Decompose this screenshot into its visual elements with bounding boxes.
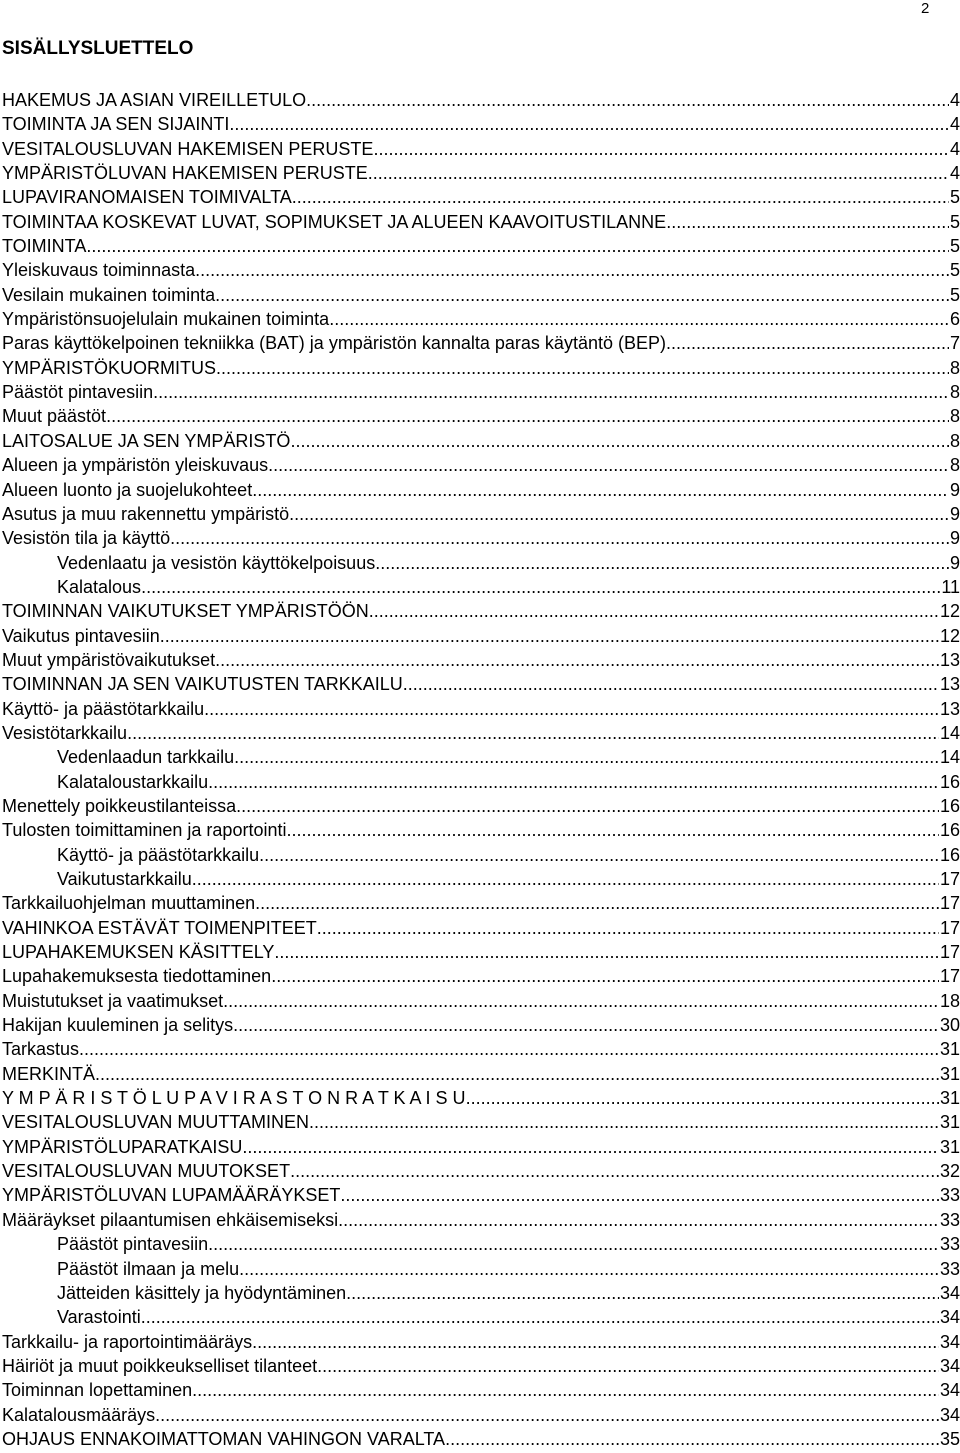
- toc-dot-leader: [252, 1330, 939, 1354]
- toc-entry[interactable]: [2, 575, 960, 599]
- toc-entry[interactable]: [2, 1403, 960, 1427]
- toc-dot-leader: [208, 1232, 939, 1256]
- toc-dot-leader: [234, 745, 939, 769]
- toc-dot-leader: [340, 1183, 939, 1207]
- toc-entry[interactable]: [2, 429, 960, 453]
- toc-entry-label: Vedenlaatu ja vesistön käyttökelpoisuus: [57, 552, 376, 573]
- toc-entry-page: 13: [939, 698, 960, 719]
- toc-dot-leader: [236, 794, 939, 818]
- toc-entry-page: 31: [939, 1136, 960, 1157]
- toc-dot-leader: [141, 1305, 939, 1329]
- toc-entry[interactable]: [2, 721, 960, 745]
- toc-entry[interactable]: [2, 551, 960, 575]
- toc-entry-label: Vesistön tila ja käyttö: [2, 528, 171, 549]
- toc-title: SISÄLLYSLUETTELO: [2, 38, 194, 59]
- toc-dot-leader: [242, 1135, 939, 1159]
- toc-dot-leader: [292, 185, 949, 209]
- toc-entry[interactable]: [2, 258, 960, 282]
- toc-entry[interactable]: [2, 745, 960, 769]
- toc-entry[interactable]: [2, 1354, 960, 1378]
- toc-dot-leader: [153, 380, 949, 404]
- toc-entry-label: VESITALOUSLUVAN MUUTOKSET: [2, 1161, 291, 1182]
- toc-entry-label: Vedenlaadun tarkkailu: [57, 747, 235, 768]
- toc-entry[interactable]: [2, 356, 960, 380]
- toc-entry[interactable]: [2, 599, 960, 623]
- toc-dot-leader: [445, 1427, 939, 1451]
- toc-dot-leader: [309, 1110, 939, 1134]
- toc-entry[interactable]: [2, 380, 960, 404]
- toc-entry-label: Käyttö- ja päästötarkkailu: [57, 844, 260, 865]
- toc-dot-leader: [229, 112, 949, 136]
- toc-entry-label: Tarkkailuohjelman muuttaminen: [2, 893, 256, 914]
- toc-entry-page: 9: [949, 479, 960, 500]
- toc-dot-leader: [127, 721, 939, 745]
- toc-entry-label: LUPAVIRANOMAISEN TOIMIVALTA: [2, 187, 292, 208]
- toc-entry[interactable]: [2, 88, 960, 112]
- toc-entry-label: Alueen luonto ja suojelukohteet: [2, 479, 253, 500]
- toc-dot-leader: [466, 1086, 939, 1110]
- toc-entry-page: 6: [949, 309, 960, 330]
- toc-dot-leader: [317, 916, 939, 940]
- toc-dot-leader: [155, 1403, 939, 1427]
- toc-dot-leader: [106, 404, 949, 428]
- toc-entry-label: VESITALOUSLUVAN HAKEMISEN PERUSTE: [2, 138, 374, 159]
- toc-entry-page: 17: [939, 942, 960, 963]
- toc-entry[interactable]: [2, 867, 960, 891]
- toc-entry-label: Menettely poikkeustilanteissa: [2, 795, 237, 816]
- toc-entry-label: Varastointi: [57, 1307, 141, 1328]
- toc-dot-leader: [289, 502, 949, 526]
- toc-entry-page: 9: [949, 503, 960, 524]
- toc-entry-page: 34: [939, 1404, 960, 1425]
- toc-entry-label: Toiminnan lopettaminen: [2, 1380, 193, 1401]
- toc-dot-leader: [170, 526, 949, 550]
- toc-dot-leader: [204, 697, 939, 721]
- toc-entry-label: Yleiskuvaus toiminnasta: [2, 260, 196, 281]
- toc-entry[interactable]: [2, 1305, 960, 1329]
- toc-entry-page: 32: [939, 1161, 960, 1182]
- toc-entry-page: 5: [949, 284, 960, 305]
- toc-dot-leader: [192, 1378, 939, 1402]
- toc-entry-page: 8: [949, 430, 960, 451]
- toc-dot-leader: [268, 453, 949, 477]
- toc-dot-leader: [373, 137, 949, 161]
- toc-entry-page: 5: [949, 260, 960, 281]
- toc-entry[interactable]: [2, 1232, 960, 1256]
- toc-entry-label: Vesistötarkkailu: [2, 722, 128, 743]
- toc-entry[interactable]: [2, 404, 960, 428]
- toc-entry-label: Lupahakemuksesta tiedottaminen: [2, 966, 272, 987]
- toc-dot-leader: [233, 1013, 939, 1037]
- toc-entry[interactable]: [2, 770, 960, 794]
- toc-entry[interactable]: [2, 843, 960, 867]
- toc-entry-page: 33: [939, 1234, 960, 1255]
- toc-entry[interactable]: [2, 916, 960, 940]
- toc-entry-page: 4: [949, 138, 960, 159]
- toc-entry-page: 7: [949, 333, 960, 354]
- toc-entry-label: YMPÄRISTÖKUORMITUS: [2, 357, 217, 378]
- toc-entry-page: 5: [949, 187, 960, 208]
- toc-entry[interactable]: [2, 1427, 960, 1451]
- toc-dot-leader: [317, 1354, 939, 1378]
- toc-entry-page: 16: [939, 820, 960, 841]
- toc-dot-leader: [259, 843, 939, 867]
- toc-dot-leader: [290, 429, 949, 453]
- toc-dot-leader: [338, 1208, 939, 1232]
- toc-entry[interactable]: [2, 1013, 960, 1037]
- toc-entry-label: OHJAUS ENNAKOIMATTOMAN VAHINGON VARALTA: [2, 1428, 446, 1449]
- toc-entry[interactable]: [2, 331, 960, 355]
- toc-entry-page: 33: [939, 1209, 960, 1230]
- toc-dot-leader: [403, 672, 939, 696]
- toc-entry-page: 17: [939, 869, 960, 889]
- toc-entry[interactable]: [2, 478, 960, 502]
- toc-entry-page: 4: [949, 114, 960, 135]
- toc-entry[interactable]: [2, 648, 960, 672]
- toc-entry-page: 31: [939, 1063, 960, 1084]
- toc-dot-leader: [666, 210, 949, 234]
- toc-entry-page: 33: [939, 1258, 960, 1279]
- toc-entry-label: Muut ympäristövaikutukset: [2, 649, 216, 670]
- toc-dot-leader: [306, 88, 949, 112]
- toc-entry-page: 9: [949, 528, 960, 549]
- toc-entry-label: Vaikutus pintavesiin: [2, 625, 160, 646]
- toc-entry-page: 17: [939, 893, 960, 914]
- toc-list: [2, 88, 960, 1451]
- toc-dot-leader: [141, 575, 940, 599]
- toc-entry-page: 34: [939, 1307, 960, 1328]
- toc-entry-page: 8: [949, 357, 960, 378]
- toc-entry-label: Vesilain mukainen toiminta: [2, 284, 216, 305]
- toc-entry-page: 16: [939, 844, 960, 865]
- toc-entry-page: 11: [941, 576, 960, 597]
- toc-entry-page: 4: [949, 163, 960, 184]
- toc-entry-label: Häiriöt ja muut poikkeukselliset tilanteet: [2, 1355, 318, 1376]
- toc-entry[interactable]: [2, 210, 960, 234]
- toc-dot-leader: [223, 989, 939, 1013]
- toc-entry[interactable]: [2, 1159, 960, 1183]
- toc-entry-page: 5: [949, 236, 960, 257]
- toc-entry-label: Asutus ja muu rakennettu ympäristö: [2, 503, 290, 524]
- toc-entry-page: 14: [939, 747, 960, 768]
- toc-entry-page: 5: [949, 211, 960, 232]
- toc-dot-leader: [239, 1257, 939, 1281]
- toc-entry-page: 17: [939, 966, 960, 987]
- toc-entry-label: TOIMINTA: [2, 236, 87, 257]
- toc-entry-label: Kalataloustarkkailu: [57, 771, 209, 792]
- toc-entry[interactable]: [2, 1110, 960, 1134]
- toc-entry[interactable]: [2, 624, 960, 648]
- toc-entry-label: Tulosten toimittaminen ja raportointi: [2, 820, 287, 841]
- toc-entry-label: Päästöt ilmaan ja melu: [57, 1258, 240, 1279]
- toc-entry-label: Kalatalous: [57, 576, 142, 597]
- toc-entry-label: Paras käyttökelpoinen tekniikka (BAT) ja ympäristön kannalta paras käytäntö (BEP): [2, 333, 666, 354]
- toc-dot-leader: [375, 551, 949, 575]
- toc-entry-page: 13: [939, 649, 960, 670]
- toc-entry[interactable]: [2, 1257, 960, 1281]
- toc-entry-label: Käyttö- ja päästötarkkailu: [2, 698, 205, 719]
- toc-entry[interactable]: [2, 161, 960, 185]
- toc-dot-leader: [666, 331, 949, 355]
- toc-entry[interactable]: [2, 1086, 960, 1110]
- toc-entry-label: VAHINKOA ESTÄVÄT TOIMENPITEET: [2, 917, 317, 938]
- toc-entry-page: 13: [939, 674, 960, 695]
- toc-entry-label: Tarkastus: [2, 1039, 80, 1060]
- toc-entry-label: Y M P Ä R I S T Ö L U P A V I R A S T O N R A T K A I S U: [2, 1088, 466, 1109]
- toc-entry-page: 34: [939, 1380, 960, 1401]
- toc-dot-leader: [95, 1062, 939, 1086]
- toc-entry[interactable]: [2, 1208, 960, 1232]
- toc-entry-page: 34: [939, 1282, 960, 1303]
- toc-dot-leader: [255, 891, 939, 915]
- toc-entry-label: HAKEMUS JA ASIAN VIREILLETULO: [2, 90, 307, 110]
- toc-entry[interactable]: [2, 453, 960, 477]
- toc-entry-label: TOIMINTAA KOSKEVAT LUVAT, SOPIMUKSET JA ALUEEN KAAVOITUSTILANNE: [2, 211, 667, 232]
- toc-entry[interactable]: [2, 964, 960, 988]
- toc-entry[interactable]: [2, 1330, 960, 1354]
- toc-entry-page: 31: [939, 1039, 960, 1060]
- toc-entry[interactable]: [2, 794, 960, 818]
- toc-entry[interactable]: [2, 891, 960, 915]
- toc-entry-label: Ympäristönsuojelulain mukainen toiminta: [2, 309, 330, 330]
- toc-entry[interactable]: [2, 502, 960, 526]
- toc-dot-leader: [274, 940, 939, 964]
- toc-entry-page: 30: [939, 1015, 960, 1036]
- toc-entry[interactable]: [2, 1037, 960, 1061]
- toc-dot-leader: [369, 599, 939, 623]
- toc-entry-page: 8: [949, 455, 960, 476]
- toc-dot-leader: [160, 624, 939, 648]
- toc-entry-label: VESITALOUSLUVAN MUUTTAMINEN: [2, 1112, 310, 1133]
- toc-entry-label: Päästöt pintavesiin: [2, 382, 154, 403]
- toc-entry-label: Jätteiden käsittely ja hyödyntäminen: [57, 1282, 347, 1303]
- toc-entry[interactable]: [2, 234, 960, 258]
- toc-dot-leader: [79, 1037, 939, 1061]
- toc-entry[interactable]: [2, 1062, 960, 1086]
- toc-entry-page: 31: [939, 1088, 960, 1109]
- toc-entry[interactable]: [2, 672, 960, 696]
- toc-entry[interactable]: [2, 185, 960, 209]
- toc-entry-page: 16: [939, 771, 960, 792]
- toc-dot-leader: [195, 258, 949, 282]
- page-number: 2: [921, 0, 930, 17]
- toc-entry[interactable]: [2, 307, 960, 331]
- toc-entry-page: 35: [939, 1428, 960, 1449]
- toc-entry-page: 12: [939, 601, 960, 622]
- toc-dot-leader: [215, 648, 939, 672]
- toc-entry-label: Päästöt pintavesiin: [57, 1234, 209, 1255]
- toc-entry-page: 8: [949, 406, 960, 427]
- toc-entry-label: Muistutukset ja vaatimukset: [2, 990, 224, 1011]
- toc-entry-label: TOIMINNAN JA SEN VAIKUTUSTEN TARKKAILU: [2, 674, 403, 695]
- toc-dot-leader: [368, 161, 949, 185]
- toc-dot-leader: [329, 307, 949, 331]
- toc-entry[interactable]: [2, 1378, 960, 1402]
- toc-entry-label: LAITOSALUE JA SEN YMPÄRISTÖ: [2, 430, 291, 451]
- toc-entry-label: Tarkkailu- ja raportointimääräys: [2, 1331, 253, 1352]
- toc-entry[interactable]: [2, 989, 960, 1013]
- toc-dot-leader: [271, 964, 939, 988]
- toc-dot-leader: [215, 283, 949, 307]
- toc-entry-label: Määräykset pilaantumisen ehkäisemiseksi: [2, 1209, 339, 1230]
- toc-entry[interactable]: [2, 283, 960, 307]
- toc-entry[interactable]: [2, 1281, 960, 1305]
- toc-entry-page: 14: [939, 722, 960, 743]
- toc-entry-label: Kalatalousmääräys: [2, 1404, 156, 1425]
- toc-dot-leader: [252, 478, 949, 502]
- toc-entry-page: 34: [939, 1331, 960, 1352]
- toc-dot-leader: [208, 770, 939, 794]
- toc-entry-page: 18: [939, 990, 960, 1011]
- toc-entry-page: 16: [939, 795, 960, 816]
- toc-entry-label: Muut päästöt: [2, 406, 107, 427]
- toc-entry-page: 9: [949, 552, 960, 573]
- toc-entry-page: 34: [939, 1355, 960, 1376]
- toc-entry-label: Hakijan kuuleminen ja selitys: [2, 1015, 234, 1036]
- toc-entry[interactable]: [2, 112, 960, 136]
- toc-entry[interactable]: [2, 818, 960, 842]
- toc-entry-page: 31: [939, 1112, 960, 1133]
- toc-entry-page: 33: [939, 1185, 960, 1206]
- toc-entry-label: Alueen ja ympäristön yleiskuvaus: [2, 455, 269, 476]
- toc-entry-label: TOIMINTA JA SEN SIJAINTI: [2, 114, 230, 135]
- toc-entry[interactable]: [2, 1183, 960, 1207]
- toc-entry[interactable]: [2, 137, 960, 161]
- toc-entry-label: YMPÄRISTÖLUPARATKAISU: [2, 1136, 243, 1157]
- toc-dot-leader: [290, 1159, 939, 1183]
- toc-dot-leader: [86, 234, 949, 258]
- toc-entry-label: TOIMINNAN VAIKUTUKSET YMPÄRISTÖÖN: [2, 601, 369, 622]
- toc-dot-leader: [216, 356, 949, 380]
- toc-entry-label: MERKINTÄ: [2, 1063, 96, 1084]
- toc-dot-leader: [346, 1281, 939, 1305]
- toc-dot-leader: [192, 867, 939, 891]
- toc-entry[interactable]: [2, 697, 960, 721]
- toc-entry-page: 4: [949, 90, 960, 110]
- toc-entry[interactable]: [2, 526, 960, 550]
- toc-entry-label: YMPÄRISTÖLUVAN LUPAMÄÄRÄYKSET: [2, 1185, 341, 1206]
- toc-entry-page: 17: [939, 917, 960, 938]
- toc-dot-leader: [286, 818, 939, 842]
- toc-entry-page: 12: [939, 625, 960, 646]
- toc-entry[interactable]: [2, 1135, 960, 1159]
- toc-entry-page: 8: [949, 382, 960, 403]
- toc-entry-label: YMPÄRISTÖLUVAN HAKEMISEN PERUSTE: [2, 163, 368, 184]
- toc-entry[interactable]: [2, 940, 960, 964]
- toc-entry-label: Vaikutustarkkailu: [57, 869, 192, 889]
- toc-entry-label: LUPAHAKEMUKSEN KÄSITTELY: [2, 942, 275, 963]
